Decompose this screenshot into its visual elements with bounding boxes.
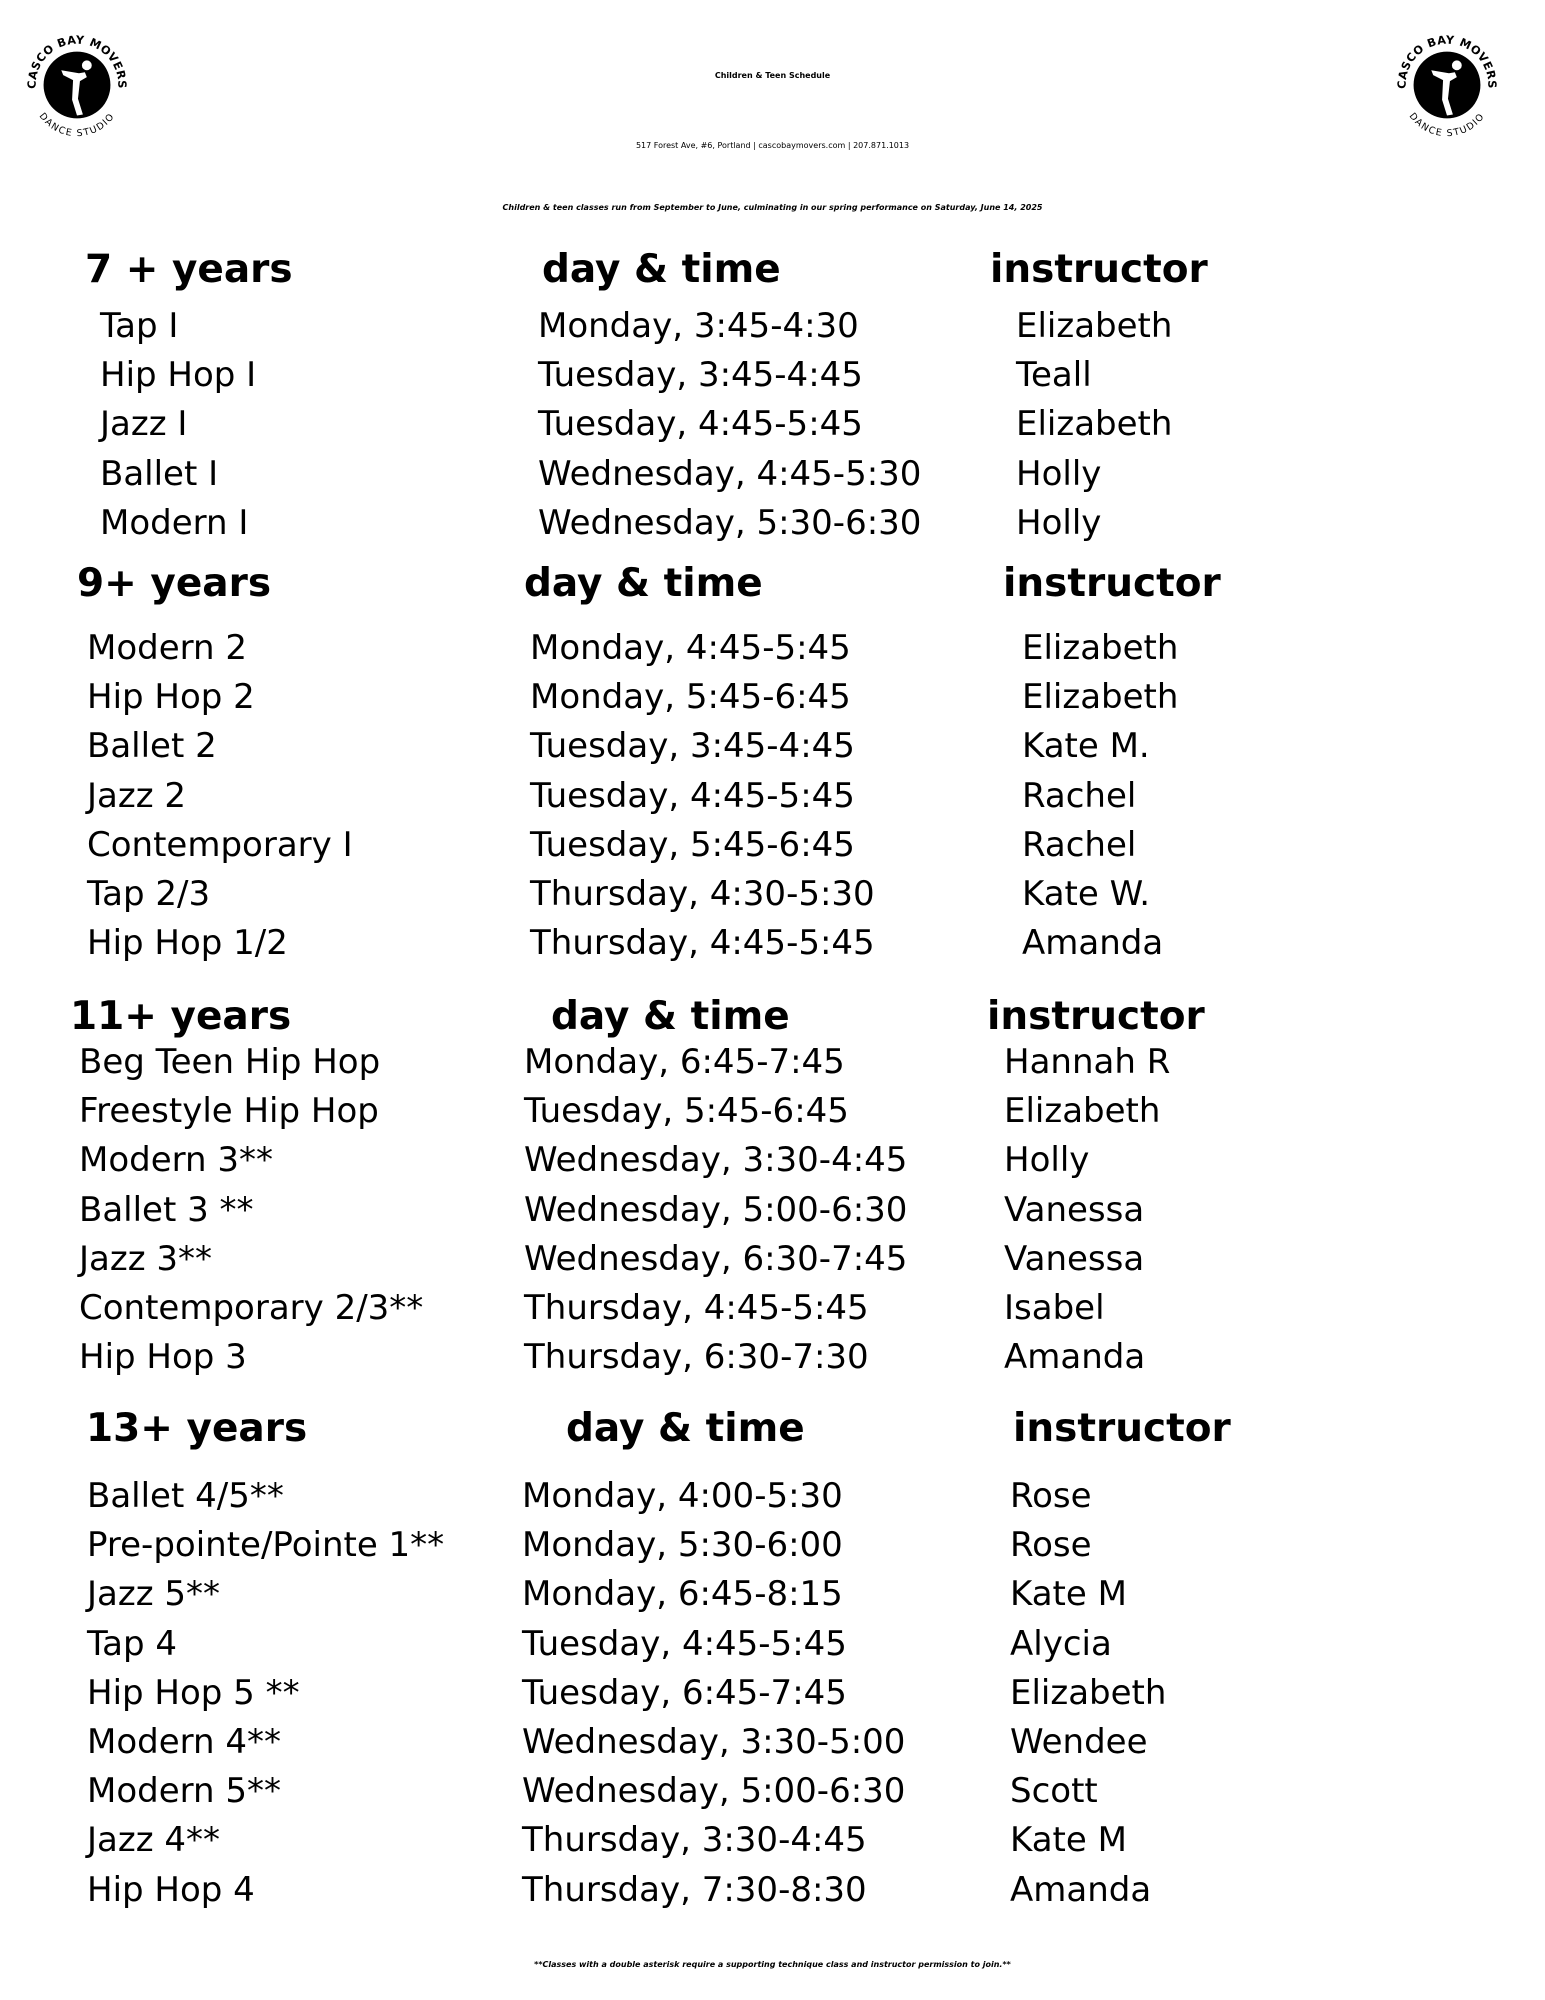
class-time: Wednesday, 6:30-7:45 <box>524 1238 908 1279</box>
class-name: Freestyle Hip Hop <box>79 1091 379 1132</box>
class-name: Tap 2/3 <box>87 874 211 914</box>
age-group-heading: 13+ years <box>86 1406 308 1451</box>
class-row <box>0 1235 1545 1284</box>
class-row <box>0 1620 1545 1669</box>
class-time: Thursday, 4:45-5:45 <box>530 923 875 964</box>
class-time: Wednesday, 5:00-6:30 <box>522 1771 906 1812</box>
class-name: Tap 4 <box>87 1623 177 1664</box>
class-row <box>0 1866 1545 1915</box>
class-time: Monday, 6:45-8:15 <box>522 1574 843 1615</box>
class-time: Thursday, 4:30-5:30 <box>530 874 875 914</box>
class-name: Hip Hop 1/2 <box>87 923 288 964</box>
class-name: Modern 4** <box>87 1722 282 1762</box>
class-instructor: Elizabeth <box>1010 1672 1167 1713</box>
age-group-heading: 7 + years <box>85 247 293 292</box>
class-name: Contemporary 2/3** <box>79 1288 424 1328</box>
class-instructor: Rose <box>1010 1476 1092 1516</box>
class-instructor: Wendee <box>1010 1722 1148 1762</box>
class-time: Monday, 5:45-6:45 <box>530 677 851 718</box>
class-name: Ballet 3 ** <box>79 1189 254 1230</box>
class-time: Wednesday, 3:30-4:45 <box>524 1140 908 1181</box>
class-time: Tuesday, 3:45-4:45 <box>538 355 863 396</box>
class-instructor: Elizabeth <box>1022 628 1179 668</box>
class-instructor: Elizabeth <box>1016 404 1173 445</box>
page-title: Children & Teen Schedule <box>714 71 831 80</box>
class-instructor: Holly <box>1004 1140 1090 1181</box>
class-row <box>0 673 1545 722</box>
class-instructor: Teall <box>1016 355 1092 396</box>
age-group-heading: 11+ years <box>70 994 292 1039</box>
class-time: Wednesday, 5:30-6:30 <box>538 502 922 543</box>
class-name: Tap I <box>100 306 179 346</box>
class-row <box>0 450 1545 499</box>
schedule-intro: Children & teen classes run from September to June, culminating in our spring performance on Saturday, June 14, 2025 <box>502 203 1043 212</box>
class-row <box>0 499 1545 548</box>
class-instructor: Elizabeth <box>1016 306 1173 346</box>
day-time-heading: day & time <box>566 1406 805 1451</box>
class-time: Tuesday, 5:45-6:45 <box>530 824 855 865</box>
class-row <box>0 722 1545 771</box>
contact-info: 517 Forest Ave, #6, Portland | cascobaymovers.com | 207.871.1013 <box>635 141 910 150</box>
instructor-heading: instructor <box>987 994 1205 1039</box>
class-time: Wednesday, 5:00-6:30 <box>524 1189 908 1230</box>
class-instructor: Vanessa <box>1004 1189 1145 1230</box>
class-name: Modern 5** <box>87 1771 282 1812</box>
class-name: Jazz 5** <box>87 1574 220 1615</box>
class-instructor: Isabel <box>1004 1288 1105 1328</box>
class-time: Monday, 4:45-5:45 <box>530 628 851 668</box>
class-name: Hip Hop 2 <box>87 677 255 718</box>
class-name: Modern 3** <box>79 1140 274 1181</box>
class-instructor: Amanda <box>1010 1869 1152 1910</box>
class-time: Thursday, 7:30-8:30 <box>522 1869 867 1910</box>
class-instructor: Scott <box>1010 1771 1098 1812</box>
instructor-heading: instructor <box>990 247 1208 292</box>
class-row <box>0 1333 1545 1382</box>
class-row <box>0 624 1545 673</box>
class-row <box>0 1087 1545 1136</box>
class-row <box>0 870 1545 919</box>
class-row <box>0 1521 1545 1570</box>
class-name: Ballet 2 <box>87 726 217 767</box>
class-instructor: Amanda <box>1004 1337 1146 1378</box>
class-row <box>0 302 1545 351</box>
class-time: Thursday, 6:30-7:30 <box>524 1337 869 1378</box>
class-name: Hip Hop 4 <box>87 1869 255 1910</box>
day-time-heading: day & time <box>551 994 790 1039</box>
class-time: Wednesday, 3:30-5:00 <box>522 1722 906 1762</box>
class-time: Wednesday, 4:45-5:30 <box>538 453 922 494</box>
class-row <box>0 1284 1545 1333</box>
class-row <box>0 772 1545 821</box>
class-row <box>0 1472 1545 1521</box>
footer-note: **Classes with a double asterisk require a supporting technique class and instructor permission to join.** <box>534 1960 1011 1969</box>
class-row <box>0 1816 1545 1865</box>
class-instructor: Rachel <box>1022 775 1137 816</box>
class-row <box>0 1038 1545 1087</box>
class-name: Jazz 2 <box>87 775 186 816</box>
class-time: Tuesday, 4:45-5:45 <box>522 1623 847 1664</box>
class-name: Modern 2 <box>87 628 248 668</box>
class-instructor: Amanda <box>1022 923 1164 964</box>
class-name: Modern I <box>100 502 249 543</box>
class-instructor: Vanessa <box>1004 1238 1145 1279</box>
class-instructor: Elizabeth <box>1022 677 1179 718</box>
class-time: Monday, 4:00-5:30 <box>522 1476 843 1516</box>
class-time: Monday, 5:30-6:00 <box>522 1525 843 1566</box>
class-instructor: Kate M <box>1010 1820 1127 1861</box>
class-row <box>0 351 1545 400</box>
class-instructor: Rose <box>1010 1525 1092 1566</box>
class-time: Tuesday, 4:45-5:45 <box>538 404 863 445</box>
class-name: Ballet I <box>100 453 219 494</box>
class-instructor: Kate M <box>1010 1574 1127 1615</box>
svg-text:CASCO BAY MOVERS: CASCO BAY MOVERS <box>25 33 129 89</box>
svg-text:DANCE STUDIO: DANCE STUDIO <box>1406 110 1488 140</box>
class-row <box>0 400 1545 449</box>
class-row <box>0 919 1545 968</box>
class-name: Jazz I <box>100 404 188 445</box>
class-instructor: Alycia <box>1010 1623 1112 1664</box>
class-time: Tuesday, 4:45-5:45 <box>530 775 855 816</box>
class-row <box>0 1767 1545 1816</box>
class-name: Contemporary I <box>87 824 353 865</box>
class-name: Beg Teen Hip Hop <box>79 1042 381 1082</box>
class-time: Monday, 6:45-7:45 <box>524 1042 845 1082</box>
svg-text:CASCO BAY MOVERS: CASCO BAY MOVERS <box>1395 33 1499 89</box>
class-row <box>0 1718 1545 1767</box>
class-row <box>0 1570 1545 1619</box>
class-time: Tuesday, 3:45-4:45 <box>530 726 855 767</box>
class-row <box>0 1669 1545 1718</box>
class-instructor: Kate M. <box>1022 726 1150 767</box>
age-group-heading: 9+ years <box>77 561 272 606</box>
class-instructor: Hannah R <box>1004 1042 1171 1082</box>
class-name: Hip Hop I <box>100 355 257 396</box>
class-time: Thursday, 3:30-4:45 <box>522 1820 867 1861</box>
day-time-heading: day & time <box>524 561 763 606</box>
class-time: Tuesday, 5:45-6:45 <box>524 1091 849 1132</box>
class-row <box>0 821 1545 870</box>
class-time: Monday, 3:45-4:30 <box>538 306 859 346</box>
svg-text:DANCE STUDIO: DANCE STUDIO <box>36 110 118 140</box>
class-name: Pre-pointe/Pointe 1** <box>87 1525 445 1566</box>
class-instructor: Holly <box>1016 502 1102 543</box>
instructor-heading: instructor <box>1003 561 1221 606</box>
class-instructor: Rachel <box>1022 824 1137 865</box>
class-name: Jazz 3** <box>79 1238 212 1279</box>
class-row <box>0 1186 1545 1235</box>
class-name: Ballet 4/5** <box>87 1476 284 1516</box>
class-time: Thursday, 4:45-5:45 <box>524 1288 869 1328</box>
day-time-heading: day & time <box>542 247 781 292</box>
class-name: Hip Hop 3 <box>79 1337 247 1378</box>
class-name: Jazz 4** <box>87 1820 220 1861</box>
class-instructor: Kate W. <box>1022 874 1151 914</box>
class-row <box>0 1136 1545 1185</box>
class-instructor: Elizabeth <box>1004 1091 1161 1132</box>
class-instructor: Holly <box>1016 453 1102 494</box>
class-name: Hip Hop 5 ** <box>87 1672 300 1713</box>
instructor-heading: instructor <box>1013 1406 1231 1451</box>
class-time: Tuesday, 6:45-7:45 <box>522 1672 847 1713</box>
